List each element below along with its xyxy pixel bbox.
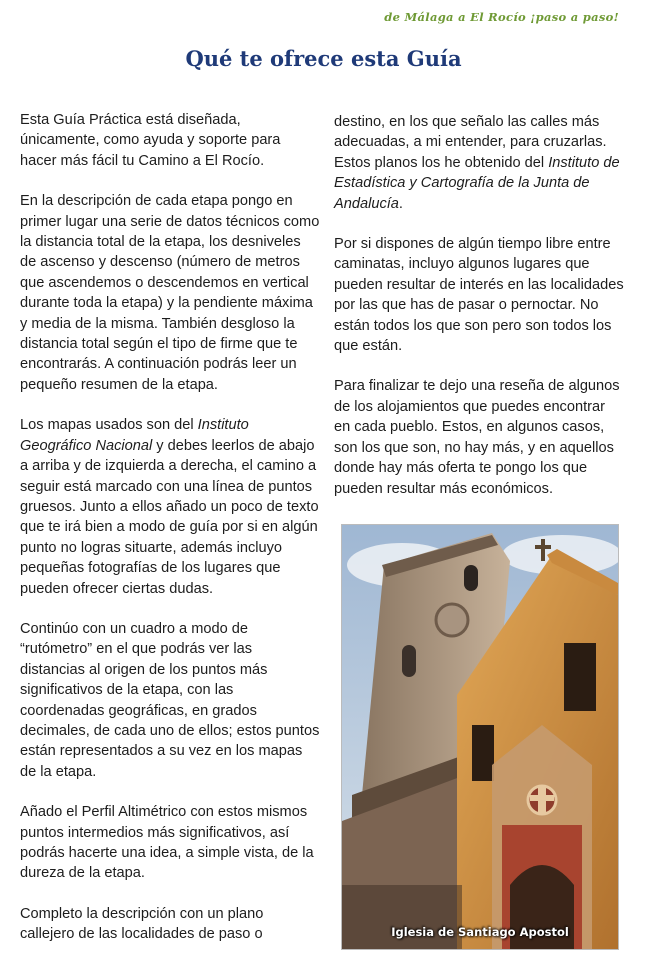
paragraph-street-map-cont [334,112,624,214]
church-illustration [342,525,618,949]
paragraph-street-map-text-a: destino, en los que señalo las calles más adecuadas, a mi entender, para cruzarlas. Estos planos los he obtenido del [334,114,607,171]
page-title: Qué te ofrece esta Guía [185,46,462,71]
photo-caption: Iglesia de Santiago Apostol [391,925,569,939]
church-photo [341,524,619,950]
paragraph-maps [20,415,320,599]
left-column [20,110,320,965]
paragraph-street-map-text-b: . [398,195,403,212]
paragraph-places-of-interest: Por si dispones de algún tiempo libre entre caminatas, incluyo algunos lugares que pueden resultar de interés en las localidades por las que has de pasar o pernoctar. No están todos los que son pero son todos los que están. [334,236,624,355]
paragraph-maps-text-a: Los mapas usados son del [20,417,198,434]
paragraph-street-map: Completo la descripción con un plano callejero de las localidades de paso o [20,905,264,943]
paragraph-street-map-italic: Instituto de Estadística y Cartografía de la Junta de Andalucía [334,154,620,212]
paragraph-profile: Añado el Perfil Altimétrico con estos mismos puntos intermedios más significativos, así podrás hacerte una idea, a simple vista, de la dureza de la etapa. [20,804,314,882]
right-column [334,112,624,519]
paragraph-rutometro: Continúo con un cuadro a modo de “rutómetro” en el que podrás ver las distancias al origen de los puntos más significativos de la etapa, con las coordenadas geográficas, en grados decimales, de cada uno de ellos; estos puntos están representados a su vez en los mapas de la etapa. [20,620,320,780]
running-header: de Málaga a El Rocío ¡paso a paso! [384,10,619,24]
paragraph-maps-text-b: y debes leerlos de abajo a arriba y de izquierda a derecha, el camino a seguir está marcado con una línea de puntos gruesos. Junto a ellos añado un poco de texto que te irá bien a modo de guía por si en algún punto no logras situarte, además incluyo pequeñas fotografías de los lugares que pueden ofrecer ciertas dudas. [20,437,319,597]
paragraph-technical-data: En la descripción de cada etapa pongo en primer lugar una serie de datos técnicos como la distancia total de la etapa, los desniveles de ascenso y descenso (número de metros que ascendemos o descendemos en vertical durante toda la etapa) y la pendiente máxima y media de la misma. También desgloso la distancia total según el tipo de firme que te encontrarás. A continuación podrás leer un pequeño resumen de la etapa. [20,193,320,393]
paragraph-maps-italic: Instituto Geográfico Nacional [20,417,249,454]
paragraph-accommodation: Para finalizar te dejo una reseña de algunos de los alojamientos que puedes encontrar en cada pueblo. Estos, en algunos casos, son los que son, no hay más, y en aquellos donde hay más oferta te pongo los que pueden resultar más económicos. [334,378,620,497]
paragraph-intro: Esta Guía Práctica está diseñada, únicamente, como ayuda y soporte para hacer más fácil tu Camino a El Rocío. [20,112,281,169]
